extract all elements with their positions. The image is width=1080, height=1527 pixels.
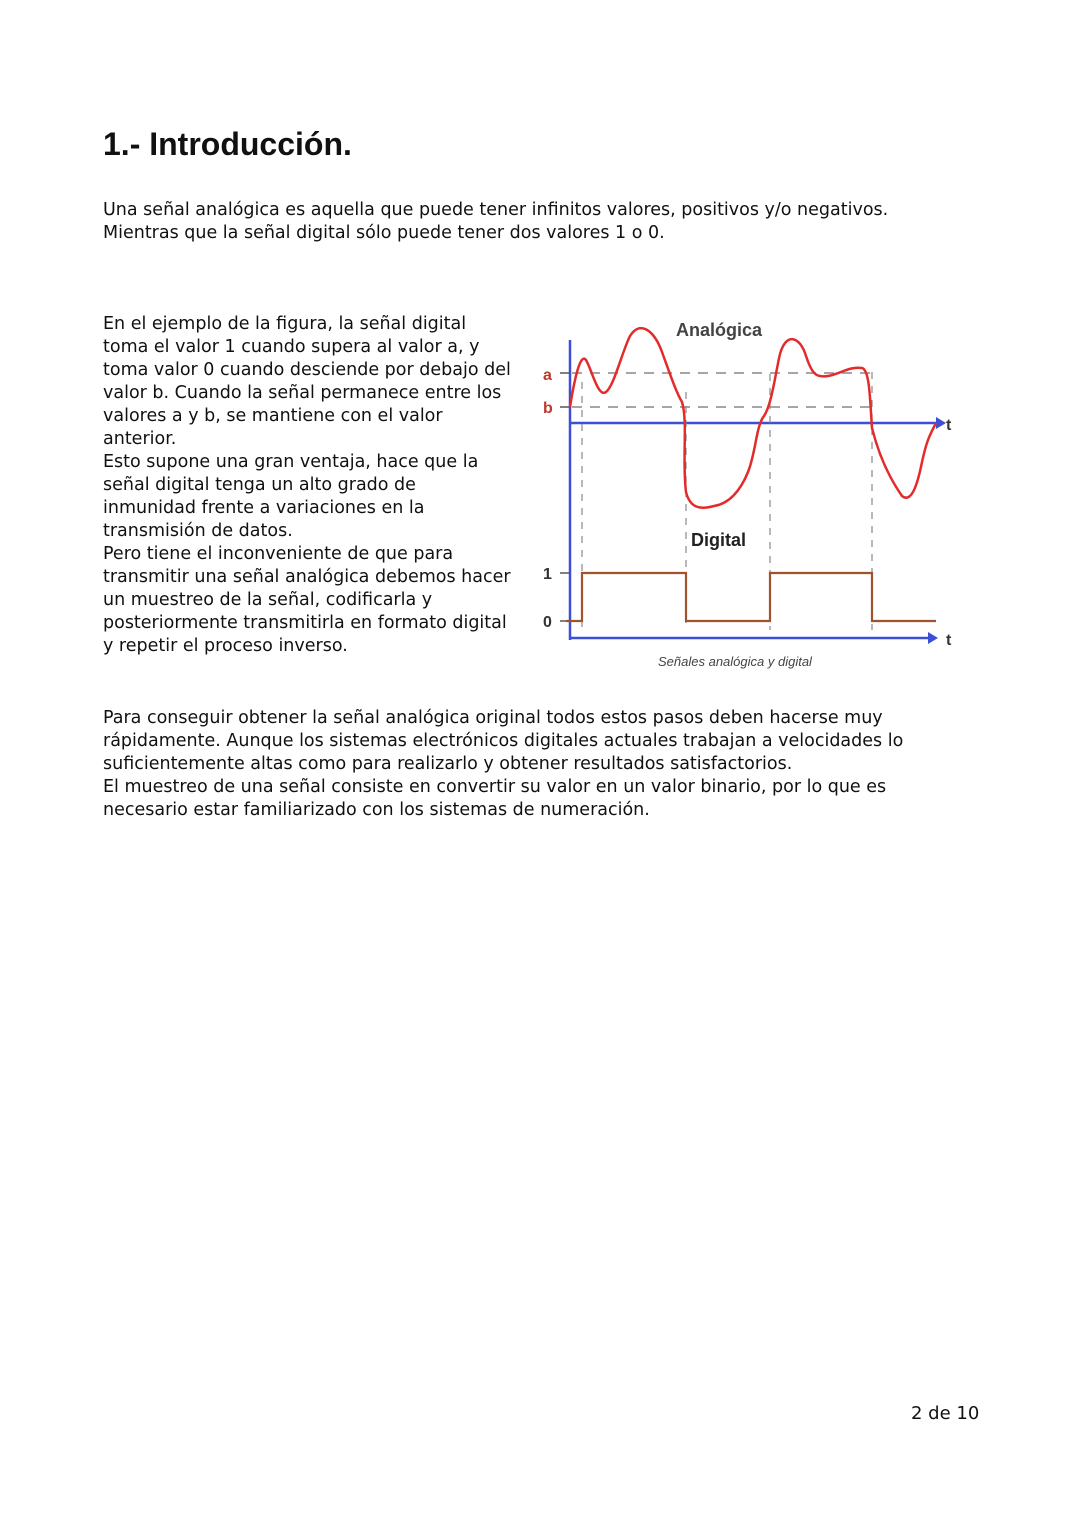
text-line: suficientemente altas como para realizarlo y obtener resultados satisfactorios.	[103, 754, 793, 774]
text-line: y repetir el proceso inverso.	[103, 636, 348, 656]
text-line: En el ejemplo de la figura, la señal digital	[103, 314, 467, 334]
threshold-b-label: b	[543, 400, 553, 417]
text-line: valores a y b, se mantiene con el valor	[103, 406, 443, 426]
text-line: un muestreo de la señal, codificarla y	[103, 590, 433, 610]
digital-time-axis-arrow	[928, 632, 938, 644]
analog-time-axis-arrow	[936, 417, 946, 429]
digital-time-label: t	[946, 632, 952, 649]
text-line: transmitir una señal analógica debemos hacer	[103, 567, 511, 587]
text-line: posteriormente transmitirla en formato digital	[103, 613, 507, 633]
text-line: anterior.	[103, 429, 177, 449]
text-line: Una señal analógica es aquella que puede tener infinitos valores, positivos y/o negativos.	[103, 200, 889, 220]
text-line: toma el valor 1 cuando supera al valor a, y	[103, 337, 480, 357]
analog-time-label: t	[946, 417, 952, 434]
text-line: rápidamente. Aunque los sistemas electrónicos digitales actuales trabajan a velocidades lo	[103, 731, 904, 751]
figure-explanation-paragraph	[103, 313, 511, 658]
text-line: señal digital tenga un alto grado de	[103, 475, 416, 495]
figure-caption: Señales analógica y digital	[658, 654, 812, 669]
text-line: valor b. Cuando la señal permanece entre los	[103, 383, 502, 403]
text-line: Para conseguir obtener la señal analógica original todos estos pasos deben hacerse muy	[103, 708, 883, 728]
text-line: transmisión de datos.	[103, 521, 293, 541]
section-heading: 1.- Introducción.	[103, 126, 352, 162]
closing-paragraph	[103, 707, 903, 822]
level-1-label: 1	[543, 566, 552, 583]
intro-paragraph	[103, 199, 888, 245]
text-line: inmunidad frente a variaciones en la	[103, 498, 425, 518]
threshold-a-label: a	[543, 367, 552, 384]
text-line: necesario estar familiarizado con los sistemas de numeración.	[103, 800, 650, 820]
analog-digital-signals-figure	[530, 312, 960, 677]
text-line: Pero tiene el inconveniente de que para	[103, 544, 454, 564]
level-0-label: 0	[543, 614, 552, 631]
analog-label: Analógica	[676, 320, 763, 340]
page-number: 2 de 10	[911, 1403, 980, 1424]
digital-signal-line	[566, 573, 936, 621]
analog-signal-curve	[570, 328, 936, 508]
text-line: Esto supone una gran ventaja, hace que la	[103, 452, 479, 472]
text-line: El muestreo de una señal consiste en convertir su valor en un valor binario, por lo que es	[103, 777, 887, 797]
text-line: Mientras que la señal digital sólo puede tener dos valores 1 o 0.	[103, 223, 665, 243]
text-line: toma valor 0 cuando desciende por debajo del	[103, 360, 511, 380]
digital-label: Digital	[691, 530, 747, 550]
